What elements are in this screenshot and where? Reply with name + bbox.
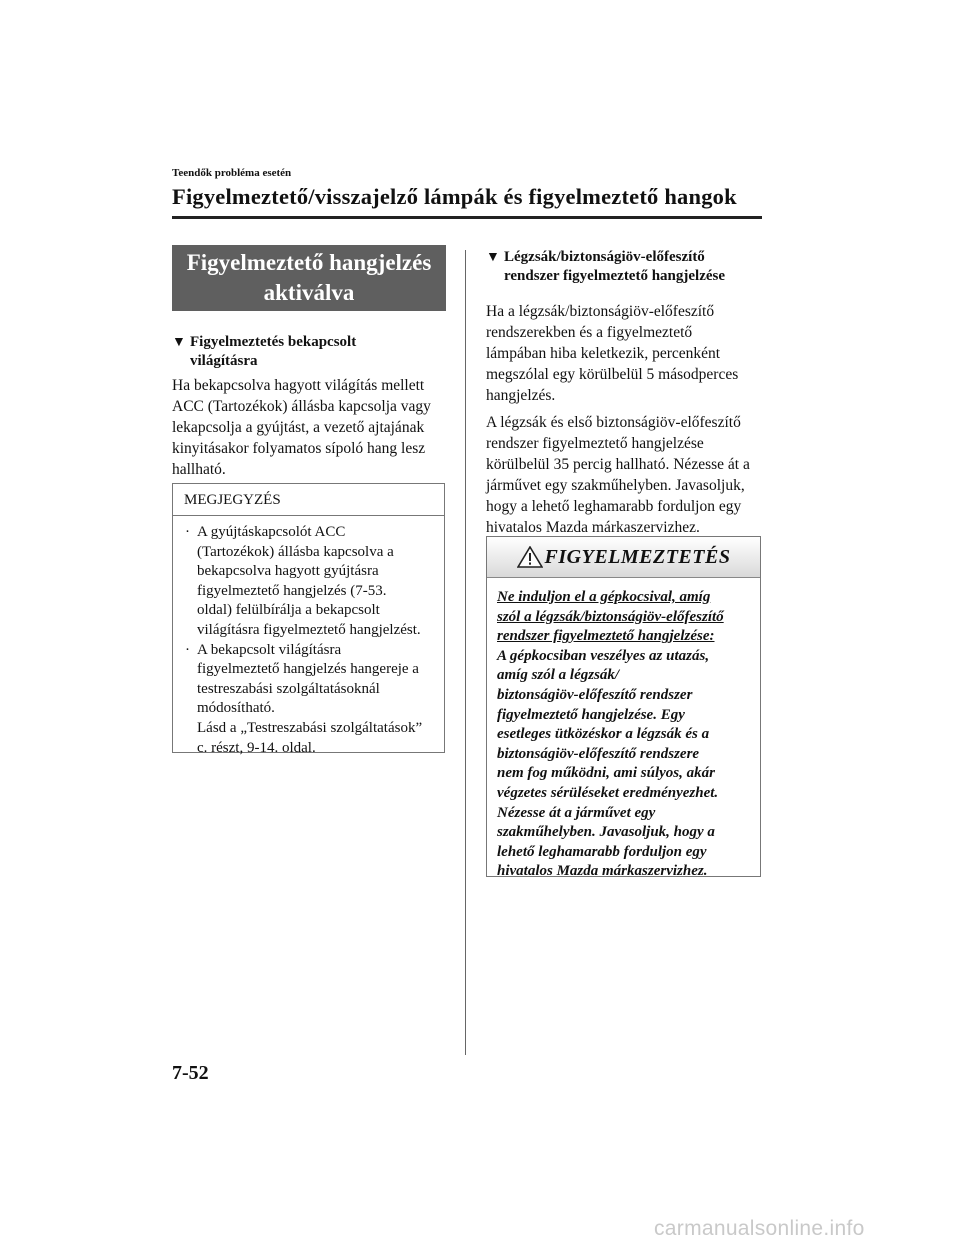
triangle-marker-icon: ▼ <box>486 250 500 265</box>
bullet-icon: · <box>185 524 190 540</box>
airbag-paragraph-1 <box>486 301 766 406</box>
page-title: Figyelmeztető/visszajelző lámpák és figyelmeztető hangok <box>172 184 737 209</box>
paragraph-line: rendszerekben és a figyelmeztető <box>486 324 693 341</box>
section-banner <box>172 245 446 311</box>
note-line: A gyújtáskapcsolót ACC <box>197 524 346 540</box>
paragraph-line: körülbelül 35 percig hallható. Nézesse át a <box>486 456 750 473</box>
lights-on-paragraph <box>172 375 457 480</box>
note-line: figyelmeztető hangjelzés hangereje a <box>197 661 419 678</box>
warning-line: szakműhelyben. Javasoljuk, hogy a <box>497 824 715 841</box>
warning-line: figyelmeztető hangjelzése. Egy <box>497 706 685 723</box>
note-line: figyelmeztető hangjelzés (7-53. <box>197 582 387 599</box>
warning-underlined-line: rendszer figyelmeztető hangjelzése: <box>497 628 715 645</box>
airbag-paragraph-2 <box>486 412 771 538</box>
warning-line: A gépkocsiban veszélyes az utazás, <box>497 647 710 664</box>
warning-line: nem fog működni, ami súlyos, akár <box>497 765 715 782</box>
banner-line: aktiválva <box>263 280 355 305</box>
warning-line: biztonságiöv-előfeszítő rendszer <box>497 686 693 703</box>
title-rule <box>172 216 762 219</box>
warning-header <box>487 537 760 578</box>
warning-line: végzetes sérüléseket eredményezhet. <box>497 784 719 801</box>
subheading-line: Légzsák/biztonságiöv-előfeszítő <box>504 249 705 265</box>
paragraph-line: A légzsák és első biztonságiöv-előfeszítő <box>486 414 741 431</box>
paragraph-line: kinyitásakor folyamatos sípoló hang lesz <box>172 440 426 457</box>
warning-box <box>486 536 761 880</box>
column-divider <box>465 250 466 1055</box>
paragraph-line: Ha bekapcsolva hagyott világítás mellett <box>172 377 425 394</box>
warning-body <box>497 588 752 882</box>
subheading-line: Figyelmeztetés bekapcsolt <box>190 334 357 350</box>
paragraph-line: lámpában hiba keletkezik, percenként <box>486 345 721 362</box>
warning-underlined-line: szól a légzsák/biztonságiöv-előfeszítő <box>497 608 724 625</box>
note-item <box>183 523 438 641</box>
paragraph-line: hivatalos Mazda márkaszervizhez. <box>486 519 700 536</box>
warning-triangle-icon <box>517 546 543 568</box>
page-number: 7-52 <box>172 1062 209 1084</box>
paragraph-line: ACC (Tartozékok) állásba kapcsolja vagy <box>172 398 431 415</box>
watermark: carmanualsonline.info <box>654 1217 865 1240</box>
note-line: módosítható. <box>197 700 275 717</box>
subheading-lights-on <box>172 333 356 371</box>
note-title: MEGJEGYZÉS <box>173 484 444 516</box>
note-line: testreszabási szolgáltatásoknál <box>197 680 380 697</box>
warning-line: hivatalos Mazda márkaszervizhez. <box>497 863 708 880</box>
note-line: A bekapcsolt világításra <box>197 641 342 658</box>
note-line: Lásd a „Testreszabási szolgáltatások” <box>197 719 423 736</box>
paragraph-line: hallható. <box>172 461 226 478</box>
subheading-line: világításra <box>190 353 258 369</box>
subheading-airbag <box>486 248 725 286</box>
chapter-label: Teendők probléma esetén <box>172 167 292 179</box>
warning-underlined-line: Ne induljon el a gépkocsival, amíg <box>497 589 711 605</box>
paragraph-line: rendszer figyelmeztető hangjelzése <box>486 435 704 452</box>
paragraph-line: hogy a lehető leghamarabb forduljon egy <box>486 498 742 515</box>
warning-line: biztonságiöv-előfeszítő rendszere <box>497 745 700 762</box>
note-line: (Tartozékok) állásba kapcsolva a <box>197 543 394 560</box>
note-box <box>172 483 445 756</box>
paragraph-line: megszólal egy körülbelül 5 másodperces <box>486 366 739 383</box>
banner-line: Figyelmeztető hangjelzés <box>186 250 432 275</box>
bullet-icon: · <box>185 641 190 658</box>
note-line: c. részt, 9-14. oldal. <box>197 739 316 756</box>
paragraph-line: járművet egy szakműhelyben. Javasoljuk, <box>486 477 745 494</box>
warning-line: lehető leghamarabb forduljon egy <box>497 843 707 860</box>
warning-line: esetleges ütközéskor a légzsák és a <box>497 726 710 743</box>
warning-title: FIGYELMEZTETÉS <box>544 545 731 568</box>
paragraph-line: lekapcsolja a gyújtást, a vezető ajtajának <box>172 419 425 436</box>
note-line: világításra figyelmeztető hangjelzést. <box>197 621 421 638</box>
warning-line: Nézesse át a járművet egy <box>497 804 656 821</box>
paragraph-line: Ha a légzsák/biztonságiöv-előfeszítő <box>486 303 715 320</box>
subheading-line: rendszer figyelmeztető hangjelzése <box>504 268 726 284</box>
note-item <box>183 641 438 759</box>
note-line: bekapcsolva hagyott gyújtásra <box>197 563 379 580</box>
triangle-marker-icon: ▼ <box>172 335 186 350</box>
warning-line: amíg szól a légzsák/ <box>497 667 620 684</box>
note-body <box>183 523 438 758</box>
note-line: oldal) felülbírálja a bekapcsolt <box>197 602 380 619</box>
paragraph-line: hangjelzés. <box>486 387 556 404</box>
